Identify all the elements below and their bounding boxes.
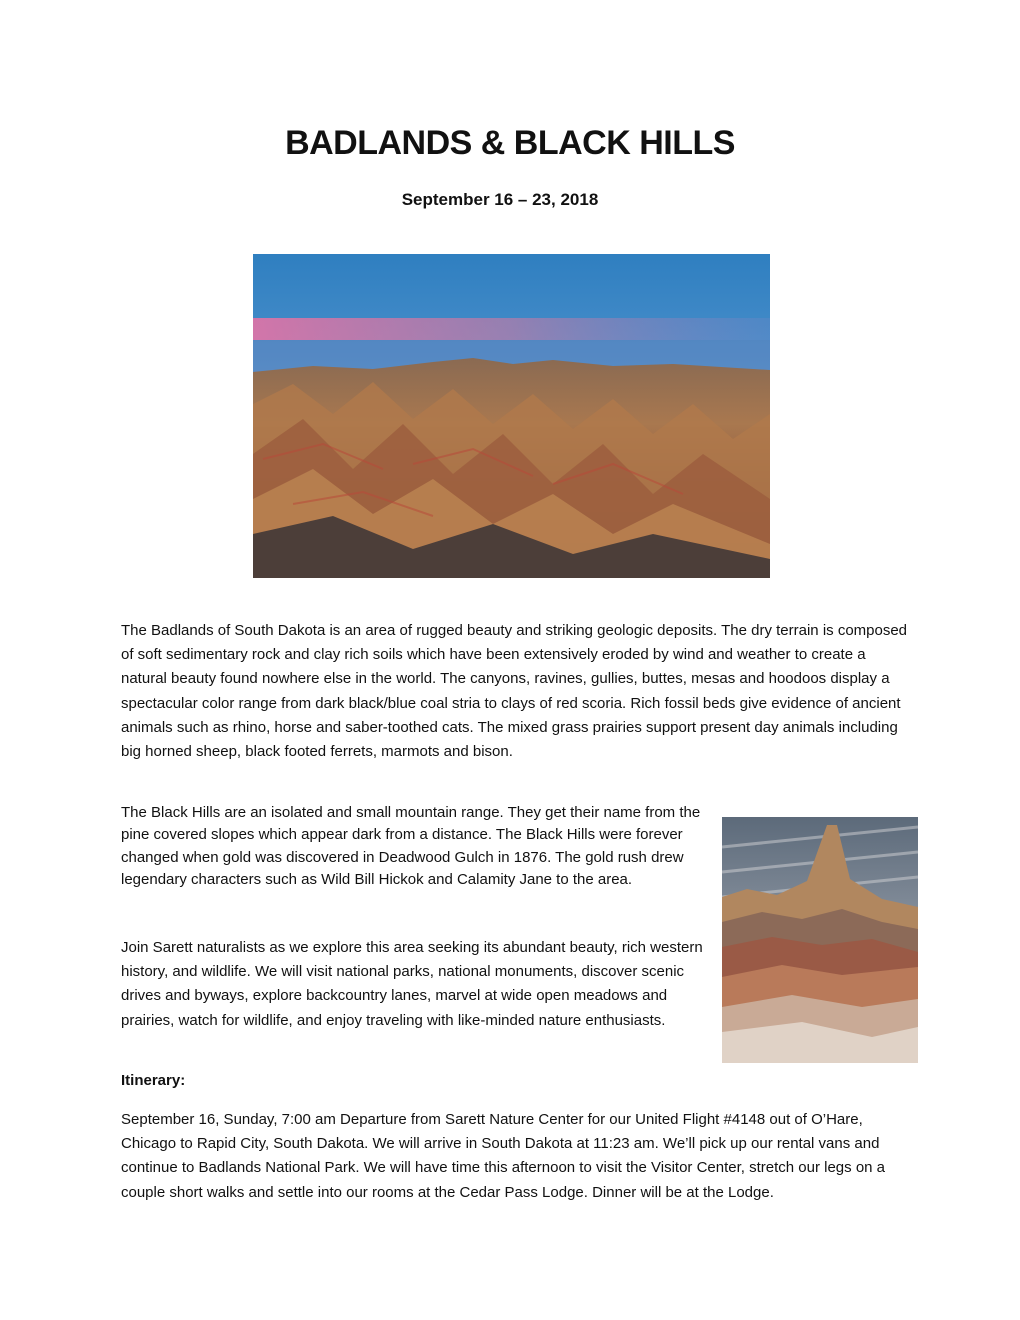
- itinerary-heading: Itinerary:: [121, 1072, 186, 1089]
- badlands-description: The Badlands of South Dakota is an area of rugged beauty and striking geologic deposits. The dry terrain is composed of soft sedimentary rock and clay rich soils which have been extensively eroded by wind and weather to create a natural beauty found nowhere else in the world. The canyons, ravines, gullies, buttes, mesas and hoodoos display a spectacular color range from dark black/blue coal stria to clays of red scoria. Rich fossil beds give evidence of ancient animals such as rhino, horse and saber-toothed cats. The mixed grass prairies support present day animals including big horned sheep, black footed ferrets, marmots and bison.: [121, 622, 908, 761]
- black-hills-description: The Black Hills are an isolated and small mountain range. They get their name from the pine covered slopes which appear dark from a distance. The Black Hills were forever changed when gold was discovered in Deadwood Gulch in 1876. The gold rush drew legendary characters such as Wild Bill Hickok and Calamity Jane to the area.: [121, 804, 701, 888]
- page-title: BADLANDS & BLACK HILLS: [285, 124, 735, 162]
- itinerary-day-1: September 16, Sunday, 7:00 am Departure from Sarett Nature Center for our United Flight #4148 out of O’Hare, Chicago to Rapid City, South Dakota. We will arrive in South Dakota at 11:23 am. We’ll pick up our rental vans and continue to Badlands National Park. We will have time this afternoon to visit the Visitor Center, stretch our legs on a couple short walks and settle into our rooms at the Cedar Pass Lodge. Dinner will be at the Lodge.: [121, 1111, 886, 1201]
- badlands-ridges-photo: [722, 817, 918, 1063]
- trip-dates: September 16 – 23, 2018: [401, 190, 599, 209]
- badlands-landscape-photo: [253, 254, 770, 578]
- invitation-text: Join Sarett naturalists as we explore this area seeking its abundant beauty, rich western history, and wildlife. We will visit national parks, national monuments, discover scenic drives and byways, explore backcountry lanes, marvel at wide open meadows and prairies, watch for wildlife, and enjoy traveling with like-minded nature enthusiasts.: [121, 939, 703, 1029]
